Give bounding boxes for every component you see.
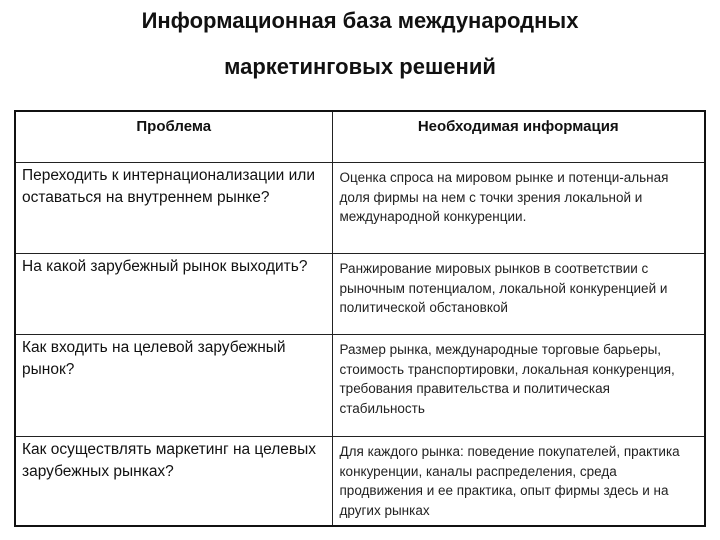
table-row: [15, 163, 705, 254]
info-cell: Для каждого рынка: поведение покупателей, практика конкуренции, каналы распределения, среда продвижения и ее практика, опыт фирмы здесь и на других рынках: [332, 437, 705, 527]
table-row: [15, 254, 705, 335]
info-cell: Размер рынка, международные торговые барьеры, стоимость транспортировки, локальная конкуренция, требования правительства и политическая стабильность: [332, 335, 705, 437]
info-cell: Оценка спроса на мировом рынке и потенци-альная доля фирмы на нем с точки зрения локальной и международной конкуренции.: [332, 163, 705, 254]
header-information: Необходимая информация: [332, 111, 705, 163]
problem-cell: Как осуществлять маркетинг на целевых зарубежных рынках?: [15, 437, 332, 527]
problem-cell: Переходить к интернационализации или оставаться на внутреннем рынке?: [15, 163, 332, 254]
header-problem: Проблема: [15, 111, 332, 163]
info-cell: Ранжирование мировых рынков в соответствии с рыночным потенциалом, локальной конкуренцией и политической обстановкой: [332, 254, 705, 335]
page-title-line-1: Информационная база международных: [141, 8, 579, 33]
information-table: [14, 110, 706, 527]
header-row: [15, 111, 705, 163]
page-title-line-2: маркетинговых решений: [224, 54, 496, 79]
problem-cell: Как входить на целевой зарубежный рынок?: [15, 335, 332, 437]
problem-cell: На какой зарубежный рынок выходить?: [15, 254, 332, 335]
table-row: [15, 335, 705, 437]
table-row: [15, 437, 705, 527]
